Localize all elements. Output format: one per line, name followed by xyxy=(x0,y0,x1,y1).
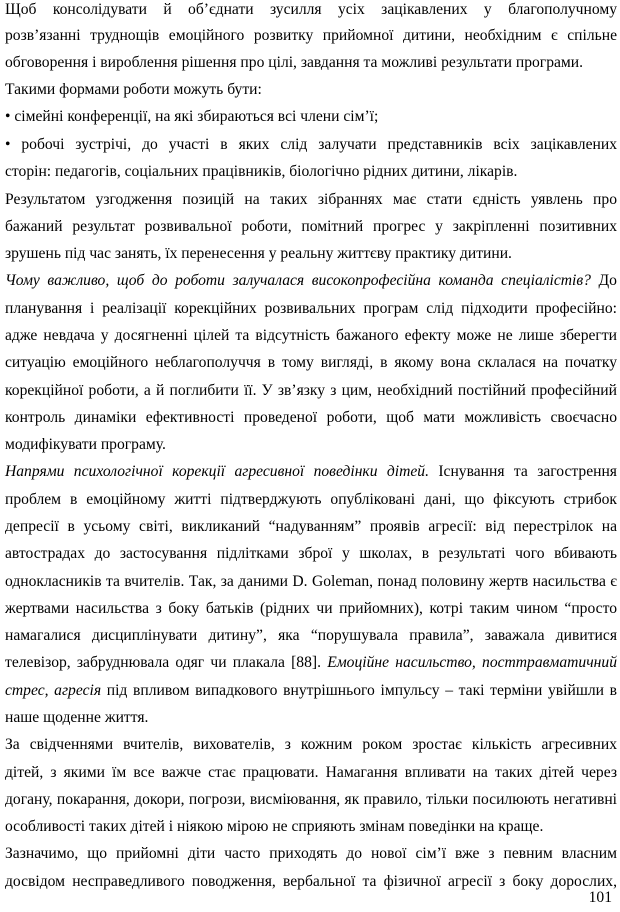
body-text: До xyxy=(590,272,617,289)
text-line xyxy=(5,840,617,867)
body-text: жертвами насильства з боку батьків (рідних чи прийомних), котрі таким чином “просто xyxy=(5,600,617,617)
body-text: намагалися дисциплінувати дитину”, яка “порушувала правила”, заважала дивитися xyxy=(5,627,617,644)
text-line xyxy=(5,186,617,213)
italic-text: Емоційне насильство, посттравматичний xyxy=(327,654,617,671)
text-line xyxy=(5,349,617,376)
body-text: особливості таких дітей і ніякою мірою не сприяють змінам поведінки на краще. xyxy=(5,818,544,835)
italic-text: Чому важливо, щоб до роботи залучалася високопрофесійна команда спеціалістів? xyxy=(5,272,591,289)
text-line xyxy=(5,622,617,649)
text-line xyxy=(5,786,617,813)
text-line xyxy=(5,759,617,786)
text-line xyxy=(5,49,617,76)
body-text: під впливом випадкового внутрішнього імпульсу – такі терміни увійшли в xyxy=(101,682,617,699)
body-text: депресії в усьому світі, викликаний “надуванням” проявів агресії: від перестрілок на xyxy=(5,518,617,535)
body-text: телевізор, забруднювала одяг чи плакала [88]. xyxy=(5,654,328,671)
italic-text: Напрями психологічної корекції агресивної поведінки дітей. xyxy=(5,463,429,480)
body-text: корекційної роботи, а й поглибити її. У зв’язку з цим, необхідний постійний професійний xyxy=(5,382,617,399)
body-text: модифікувати програму. xyxy=(5,436,166,453)
text-line xyxy=(5,868,617,895)
text-line xyxy=(5,731,617,758)
text-line xyxy=(5,704,617,731)
text-line xyxy=(5,103,617,130)
body-text: зрушень під час занять, їх перенесення у реальну життєву практику дитини. xyxy=(5,245,512,262)
text-line xyxy=(5,431,617,458)
italic-text: стрес, агресія xyxy=(5,682,102,699)
body-text: догану, покарання, докори, погрози, висміювання, як правило, тільки посилюють негативні xyxy=(5,791,617,808)
text-line xyxy=(5,458,617,485)
body-text: • сімейні конференції, на які збираються всі члени сім’ї; xyxy=(5,108,379,125)
body-text: обговорення і вироблення рішення про цілі, завдання та можливі результати програми. xyxy=(5,54,584,71)
body-text: Існування та загострення xyxy=(428,463,617,480)
body-text: сторін: педагогів, соціальних працівників, біологічно рідних дитини, лікарів. xyxy=(5,163,518,180)
text-line xyxy=(5,486,617,513)
text-line xyxy=(5,22,617,49)
body-text: Зазначимо, що прийомні діти часто приходять до нової сім’ї вже з певним власним xyxy=(5,845,617,862)
text-line xyxy=(5,540,617,567)
body-text: наше щоденне життя. xyxy=(5,709,149,726)
text-line xyxy=(5,213,617,240)
body-text: Щоб консолідувати й об’єднати зусилля усіх зацікавлених у благополучному xyxy=(5,1,617,18)
body-text: Результатом узгодження позицій на таких зібраннях має стати єдність уявлень про xyxy=(5,191,617,208)
body-text: розв’язанні труднощів емоційного розвитку прийомної дитини, необхідним є спільне xyxy=(5,27,617,44)
text-line xyxy=(5,76,617,103)
text-line xyxy=(5,404,617,431)
text-line xyxy=(5,649,617,676)
body-text: • робочі зустрічі, до участі в яких слід залучати представників всіх зацікавлених xyxy=(5,136,617,153)
body-text: бажаний результат розвивальної роботи, помітний прогрес у закріпленні позитивних xyxy=(5,218,617,235)
text-line xyxy=(5,813,617,840)
text-line xyxy=(5,595,617,622)
text-line xyxy=(5,0,617,23)
body-text: Такими формами роботи можуть бути: xyxy=(5,81,262,98)
body-text: автострадах до застосування підлітками зброї у школах, в результаті чого вбивають xyxy=(5,545,617,562)
body-text: однокласників та вчителів. Так, за даними D. Goleman, понад половину жертв насильства є xyxy=(5,573,617,590)
page-number: 101 xyxy=(588,889,612,906)
text-line xyxy=(5,513,617,540)
body-text: контроль динаміки ефективності проведеної роботи, щоб мати можливість своєчасно xyxy=(5,409,617,426)
text-line xyxy=(5,322,617,349)
text-line xyxy=(5,131,617,158)
text-line xyxy=(5,377,617,404)
body-text: планування і реалізації корекційних розвивальних програм слід підходити професійно: xyxy=(5,300,617,317)
text-line xyxy=(5,568,617,595)
body-text: досвідом несправедливого поводження, вербальної та фізичної агресії з боку дорослих, xyxy=(5,873,617,890)
text-line xyxy=(5,677,617,704)
text-line xyxy=(5,267,617,294)
text-line xyxy=(5,240,617,267)
body-text: дітей, з якими їм все важче стає працювати. Намагання впливати на таких дітей через xyxy=(5,764,617,781)
body-text: проблем в емоційному житті підтверджують опубліковані дані, що фіксують стрибок xyxy=(5,491,617,508)
body-text: За свідченнями вчителів, вихователів, з кожним роком зростає кількість агресивних xyxy=(5,736,617,753)
body-text: ситуацію емоційного неблагополуччя в тому вигляді, в якому вона склалася на початку xyxy=(5,354,617,371)
body-text: адже невдача у досягненні цілей та відсутність бажаного ефекту може не лише зберегти xyxy=(5,327,617,344)
text-line xyxy=(5,158,617,185)
text-line xyxy=(5,295,617,322)
